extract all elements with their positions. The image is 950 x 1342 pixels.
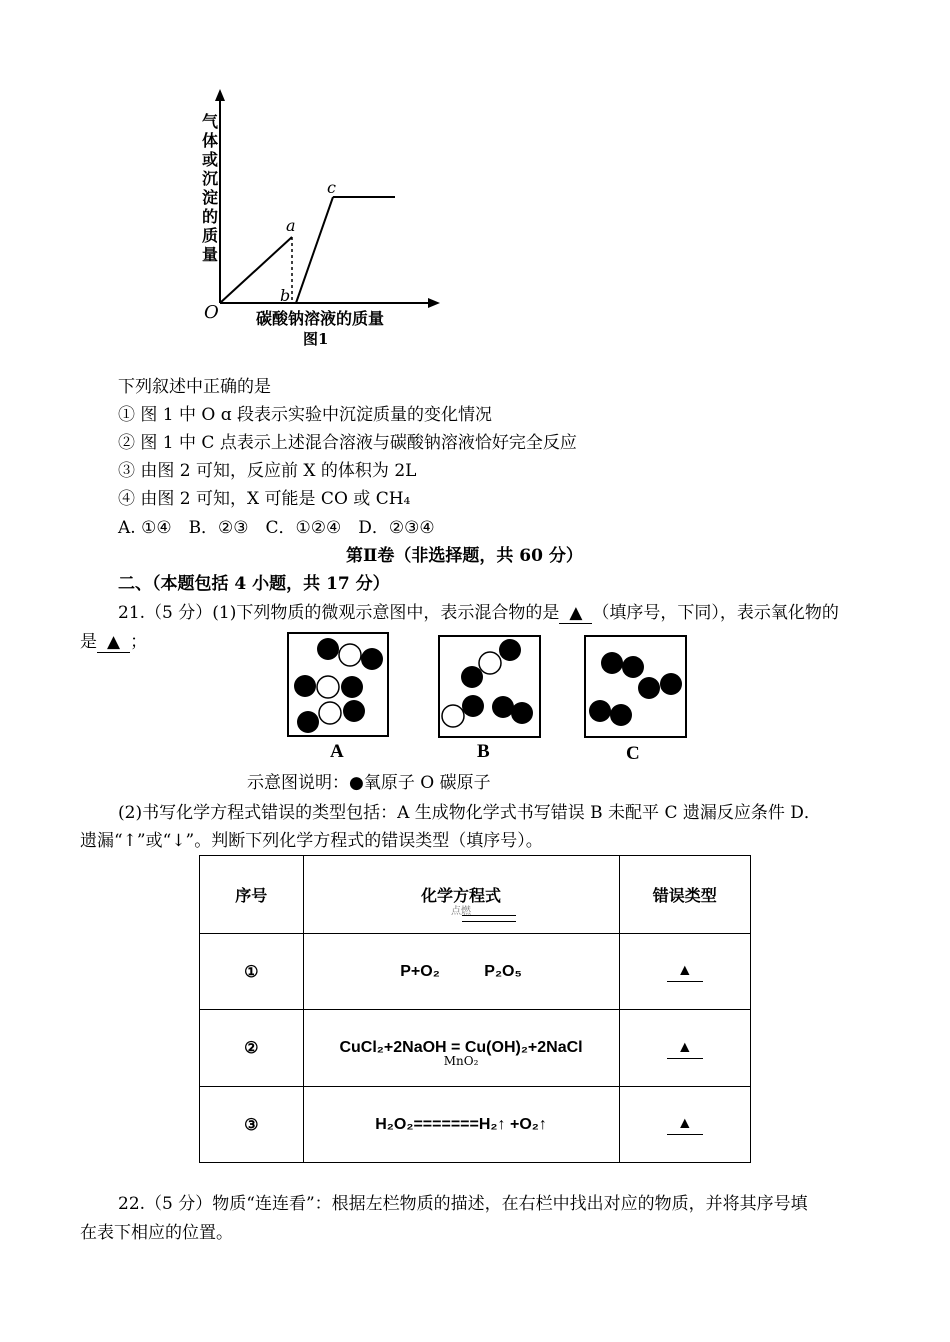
row-equation: H₂O₂=======H₂↑ +O₂↑ <box>303 1087 619 1163</box>
oxygen-atom <box>638 677 660 699</box>
header-equation-label: 化学方程式 <box>421 888 502 905</box>
oxygen-atom <box>294 675 316 697</box>
q21-line2 <box>80 631 147 653</box>
oxygen-atom <box>622 656 644 678</box>
header-error-type: 错误类型 <box>619 856 750 934</box>
carbon-atom <box>479 652 501 674</box>
graph-axes <box>190 85 460 325</box>
x-axis-label: 碳酸钠溶液的质量 <box>256 309 385 328</box>
condition-label: 点燃 <box>451 906 472 917</box>
q22-line1: 22.（5 分）物质“连连看”：根据左栏物质的描述，在右栏中找出对应的物质，并将其序号填 <box>118 1194 808 1214</box>
point-b-label: b <box>280 286 291 305</box>
row-answer <box>619 1087 750 1163</box>
y-axis-label-char: 或 <box>201 150 218 169</box>
section-title: 第Ⅱ卷（非选择题，共 60 分） <box>346 546 583 566</box>
oxygen-atom <box>492 696 514 718</box>
oxygen-atom <box>499 639 521 661</box>
oxygen-atom <box>317 638 339 660</box>
oxygen-atom <box>297 711 319 733</box>
answer-blank: ▲ <box>559 603 592 624</box>
header-equation <box>303 856 619 934</box>
segment-bc <box>296 197 333 303</box>
diagram-legend: 示意图说明：●氧原子 O 碳原子 <box>247 773 491 793</box>
box-label-b: B <box>477 741 490 762</box>
oxygen-atom <box>601 652 623 674</box>
statement-1: ① 图 1 中 O ɑ 段表示实验中沉淀质量的变化情况 <box>118 405 493 425</box>
y-axis-arrow <box>215 89 225 101</box>
row-equation-cell <box>303 1010 619 1087</box>
equation-table <box>199 855 751 1163</box>
row-equation: P+O₂ P₂O₅ <box>303 934 619 1010</box>
q22-line2: 在表下相应的位置。 <box>80 1223 233 1243</box>
molecule-diagrams <box>282 630 702 745</box>
statement-2: ② 图 1 中 C 点表示上述混合溶液与碳酸钠溶液恰好完全反应 <box>118 433 577 453</box>
q21-line2-tail: ； <box>130 632 148 652</box>
q21-part2-line1: (2)书写化学方程式错误的类型包括：A 生成物化学式书写错误 B 未配平 C 遗漏反应条件 D． <box>118 803 821 823</box>
statement-3: ③ 由图 2 可知，反应前 X 的体积为 2L <box>118 461 417 481</box>
answer-blank: ▲ <box>667 1038 703 1059</box>
answer-blank: ▲ <box>667 1114 703 1135</box>
question-stem: 下列叙述中正确的是 <box>118 377 271 397</box>
oxygen-atom <box>343 700 365 722</box>
q21-line2-text: 是 <box>80 632 97 652</box>
table-row <box>200 1087 751 1163</box>
q21-line1-text: 21.（5 分）(1)下列物质的微观示意图中，表示混合物的是 <box>118 603 560 623</box>
q21-line1 <box>118 602 839 624</box>
y-axis-label-char: 淀 <box>201 188 218 207</box>
oxygen-atom <box>610 704 632 726</box>
oxygen-atom <box>511 702 533 724</box>
oxygen-atom <box>341 676 363 698</box>
figure-caption: 图1 <box>303 330 329 348</box>
y-axis-label-char: 体 <box>201 131 218 150</box>
oxygen-atom <box>660 673 682 695</box>
y-axis-label-char: 质 <box>201 226 218 245</box>
row-number: ③ <box>200 1087 304 1163</box>
point-a-label: a <box>286 216 296 235</box>
box-label-a: A <box>330 741 344 762</box>
catalyst-label: MnO₂ <box>443 1054 479 1068</box>
oxygen-atom <box>589 700 611 722</box>
carbon-atom <box>319 702 341 724</box>
q21-part2-line2: 遗漏“↑”或“↓”。判断下列化学方程式的错误类型（填序号）。 <box>80 831 543 851</box>
answer-options: A. ①④ B．②③ C．①②④ D．②③④ <box>118 518 435 538</box>
y-axis-label-char: 的 <box>201 207 218 226</box>
statement-4: ④ 由图 2 可知，X 可能是 CO 或 CH₄ <box>118 489 411 509</box>
point-c-label: c <box>327 178 336 197</box>
x-axis-arrow <box>428 298 440 308</box>
row-answer <box>619 934 750 1010</box>
row-number: ① <box>200 934 304 1010</box>
row-answer <box>619 1010 750 1087</box>
oxygen-atom <box>361 648 383 670</box>
q21-line1-tail: （填序号，下同），表示氧化物的 <box>592 603 839 623</box>
table-row <box>200 1010 751 1087</box>
table-row <box>200 934 751 1010</box>
oxygen-atom <box>462 695 484 717</box>
answer-blank: ▲ <box>97 632 130 653</box>
section-two-heading: 二、（本题包括 4 小题，共 17 分） <box>118 574 390 594</box>
carbon-atom <box>317 676 339 698</box>
box-label-c: C <box>626 743 640 764</box>
row-equation: CuCl₂+2NaOH = Cu(OH)₂+2NaCl <box>339 1039 583 1056</box>
y-axis-label-char: 气 <box>201 112 218 131</box>
row-number: ② <box>200 1010 304 1087</box>
equals-sign-icon <box>462 915 516 922</box>
carbon-atom <box>339 644 361 666</box>
y-axis-label-char: 沉 <box>201 169 218 188</box>
table-header-row <box>200 856 751 934</box>
header-number: 序号 <box>200 856 304 934</box>
oxygen-atom <box>461 666 483 688</box>
answer-blank: ▲ <box>667 961 703 982</box>
origin-label: O <box>204 302 219 323</box>
y-axis-label-char: 量 <box>201 245 218 264</box>
carbon-atom <box>442 705 464 727</box>
